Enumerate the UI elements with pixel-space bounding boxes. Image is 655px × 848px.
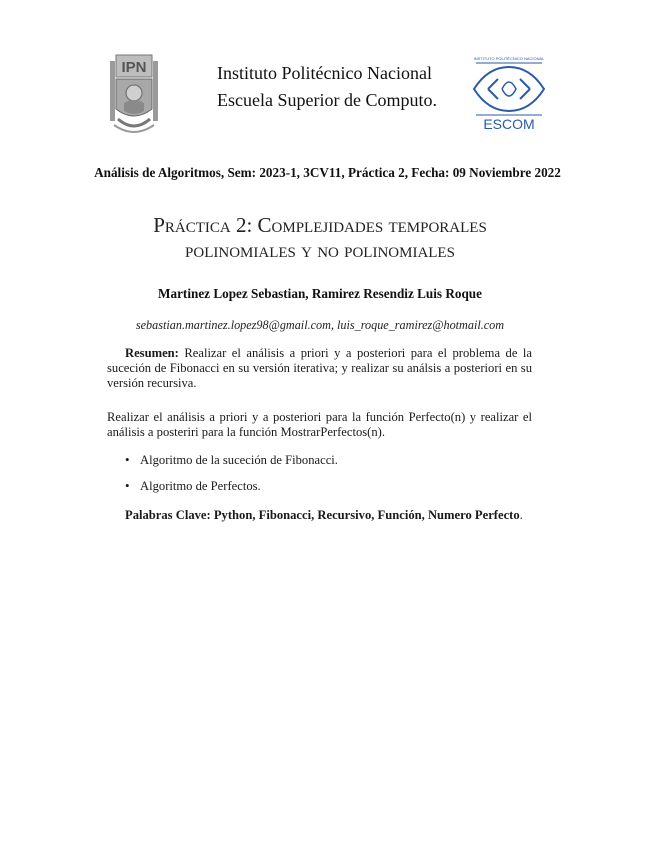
escom-logo-icon — [468, 53, 550, 133]
school-name: Escuela Superior de Computo. — [217, 90, 437, 110]
abstract-paragraph-2: Realizar el análisis a priori y a posteriori para la función Perfecto(n) y realizar el análisis a posteriri para la función MostrarPerfectos(n). — [107, 410, 532, 440]
keywords-end: . — [519, 508, 523, 522]
authors: Martinez Lopez Sebastian, Ramirez Resendiz Luis Roque — [158, 286, 482, 301]
title-line-1: Práctica 2: Complejidades temporales — [153, 213, 487, 237]
ipn-logo-icon — [106, 53, 162, 135]
abstract-text: Realizar el análisis a priori y a posteriori para el problema de la suceción de Fibonacci en su versión iterativa; y realizar su análsis a posteriori en su versión recursiva. — [107, 346, 532, 391]
paper-title — [0, 213, 640, 263]
svg-text:INSTITUTO POLITÉCNICO NACIONAL: INSTITUTO POLITÉCNICO NACIONAL — [473, 56, 545, 61]
abstract-label: Resumen: — [125, 346, 179, 360]
keywords-text: Palabras Clave: Python, Fibonacci, Recursivo, Función, Numero Perfecto — [125, 508, 520, 522]
keywords — [107, 508, 532, 523]
course-info-line: Análisis de Algoritmos, Sem: 2023-1, 3CV11, Práctica 2, Fecha: 09 Noviembre 2022 — [94, 165, 561, 180]
list-item: • Algoritmo de Perfectos. — [124, 479, 524, 494]
abstract — [107, 346, 532, 392]
institution-header — [217, 60, 437, 114]
institution-name: Instituto Politécnico Nacional — [217, 63, 432, 83]
svg-text:ESCOM: ESCOM — [483, 116, 535, 132]
author-emails: sebastian.martinez.lopez98@gmail.com, luis_roque_ramirez@hotmail.com — [135, 318, 505, 332]
svg-text:IPN: IPN — [121, 59, 147, 76]
title-line-2: polinomiales y no polinomiales — [185, 238, 455, 262]
list-item: • Algoritmo de la suceción de Fibonacci. — [124, 453, 524, 468]
bullet-list — [124, 453, 524, 505]
